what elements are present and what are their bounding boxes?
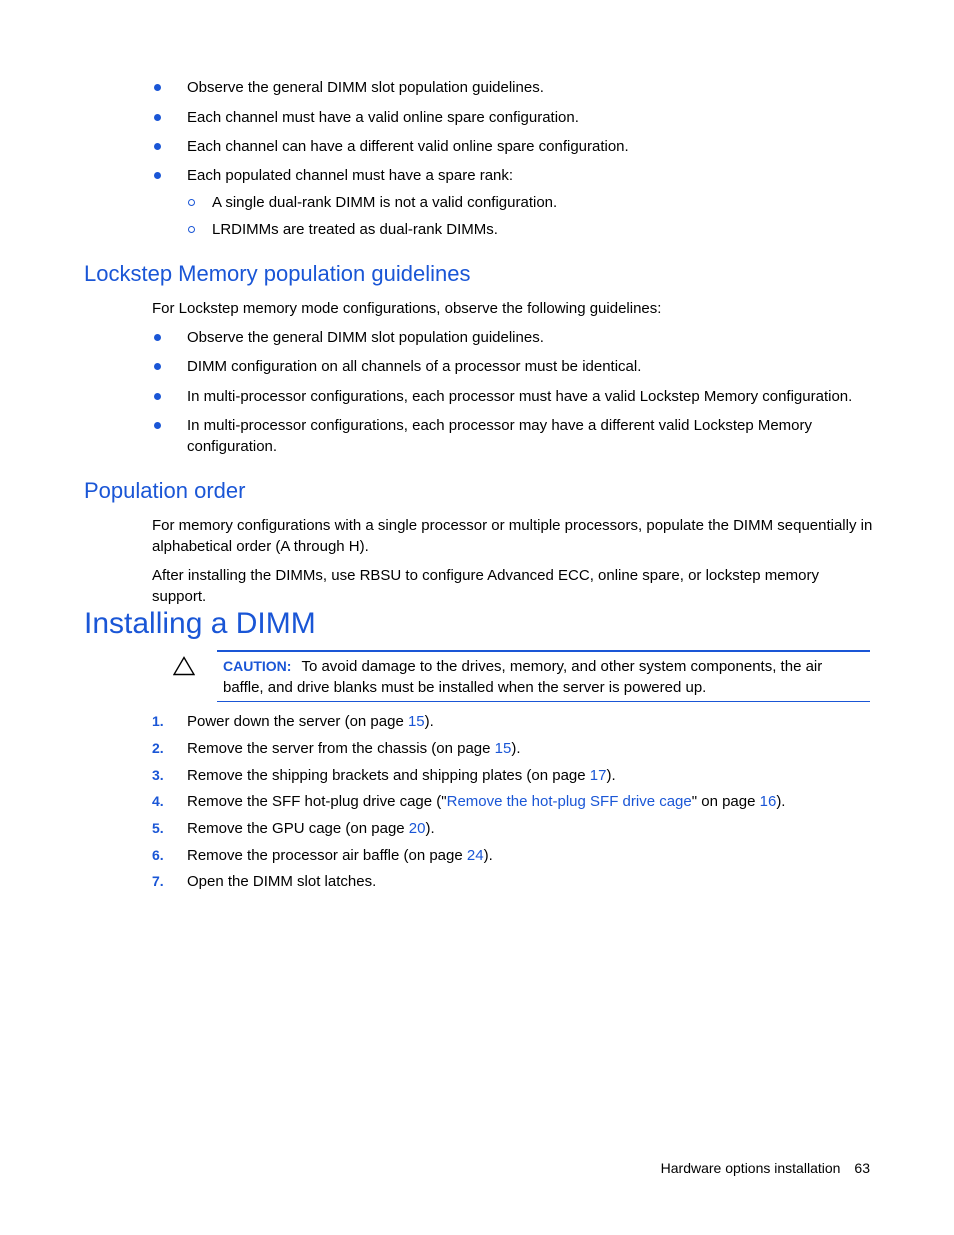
step-number: 2. bbox=[152, 740, 164, 756]
list-item-text: Observe the general DIMM slot population guidelines. bbox=[187, 79, 544, 96]
population-order-para-1: For memory configurations with a single processor or multiple processors, populate the DIMM sequentially in alphabetical order (A through H). bbox=[152, 517, 873, 555]
list-item bbox=[187, 136, 877, 157]
page-link[interactable]: 15 bbox=[494, 740, 512, 757]
step-text-end: ). bbox=[511, 740, 521, 757]
step-item bbox=[152, 711, 877, 732]
circle-bullet-icon bbox=[188, 226, 195, 233]
step-number: 6. bbox=[152, 847, 164, 863]
step-text: Remove the server from the chassis (on page bbox=[187, 740, 495, 757]
step-number: 7. bbox=[152, 873, 164, 889]
installing-dimm-heading: Installing a DIMM bbox=[84, 607, 316, 640]
step-text-mid: " on page bbox=[691, 793, 760, 810]
list-item-text: Each channel can have a different valid online spare configuration. bbox=[187, 138, 629, 155]
list-item bbox=[187, 77, 877, 98]
step-item bbox=[152, 791, 877, 812]
step-number: 1. bbox=[152, 713, 164, 729]
sub-list-item bbox=[212, 192, 872, 213]
list-item bbox=[187, 165, 877, 186]
step-item bbox=[152, 738, 877, 759]
bullet-icon bbox=[154, 334, 161, 341]
step-text: Open the DIMM slot latches. bbox=[187, 873, 377, 890]
caution-text: To avoid damage to the drives, memory, and other system components, the air baffle, and drive blanks must be installed when the server is powered up. bbox=[223, 658, 823, 696]
lockstep-heading: Lockstep Memory population guidelines bbox=[84, 261, 471, 286]
step-text-end: ). bbox=[606, 767, 616, 784]
step-text: Remove the SFF hot-plug drive cage (" bbox=[187, 793, 447, 810]
bullet-icon bbox=[154, 422, 161, 429]
list-item-text: DIMM configuration on all channels of a processor must be identical. bbox=[187, 358, 642, 375]
bullet-icon bbox=[154, 363, 161, 370]
page-link[interactable]: 17 bbox=[589, 767, 607, 784]
step-item bbox=[152, 765, 877, 786]
list-item bbox=[187, 415, 827, 457]
step-number: 5. bbox=[152, 820, 164, 836]
caution-triangle-icon bbox=[173, 656, 195, 676]
list-item-text: In multi-processor configurations, each processor may have a different valid Lockstep Memory configuration. bbox=[187, 417, 813, 455]
step-number: 3. bbox=[152, 767, 164, 783]
population-order-para-2: After installing the DIMMs, use RBSU to configure Advanced ECC, online spare, or lockstep memory support. bbox=[152, 567, 819, 605]
page-link[interactable]: 20 bbox=[408, 820, 426, 837]
bullet-icon bbox=[154, 172, 161, 179]
bullet-icon bbox=[154, 84, 161, 91]
page-footer bbox=[661, 1158, 870, 1178]
caution-box bbox=[217, 650, 870, 702]
page-number: 63 bbox=[854, 1160, 870, 1176]
step-text-end: ). bbox=[425, 820, 435, 837]
sub-list-item-text: LRDIMMs are treated as dual-rank DIMMs. bbox=[212, 221, 498, 238]
sub-list-item bbox=[212, 219, 872, 240]
list-item bbox=[187, 356, 877, 377]
page-link[interactable]: 16 bbox=[759, 793, 777, 810]
footer-section-title: Hardware options installation bbox=[660, 1160, 841, 1176]
step-text: Power down the server (on page bbox=[187, 713, 408, 730]
bullet-icon bbox=[154, 143, 161, 150]
bullet-icon bbox=[154, 393, 161, 400]
caution-notice bbox=[223, 656, 863, 698]
step-item bbox=[152, 818, 877, 839]
circle-bullet-icon bbox=[188, 199, 195, 206]
list-item bbox=[187, 327, 877, 348]
sub-list-item-text: A single dual-rank DIMM is not a valid configuration. bbox=[212, 194, 558, 211]
list-item-text: In multi-processor configurations, each processor must have a valid Lockstep Memory configuration. bbox=[187, 388, 853, 405]
step-text-end: ). bbox=[483, 847, 493, 864]
step-text-end: ). bbox=[424, 713, 434, 730]
population-order-heading: Population order bbox=[84, 478, 246, 503]
list-item bbox=[187, 386, 877, 407]
step-text: Remove the GPU cage (on page bbox=[187, 820, 409, 837]
step-text-end: ). bbox=[776, 793, 786, 810]
caution-label: CAUTION: bbox=[223, 658, 292, 674]
bullet-icon bbox=[154, 114, 161, 121]
step-number: 4. bbox=[152, 793, 164, 809]
list-item-text: Observe the general DIMM slot population guidelines. bbox=[187, 329, 544, 346]
step-text: Remove the shipping brackets and shipping plates (on page bbox=[187, 767, 590, 784]
list-item-text: Each channel must have a valid online spare configuration. bbox=[187, 109, 579, 126]
page-link[interactable]: 15 bbox=[407, 713, 425, 730]
page-link[interactable]: 24 bbox=[466, 847, 484, 864]
step-text: Remove the processor air baffle (on page bbox=[187, 847, 467, 864]
step-item bbox=[152, 845, 877, 866]
list-item-text: Each populated channel must have a spare rank: bbox=[187, 167, 514, 184]
lockstep-intro: For Lockstep memory mode configurations, observe the following guidelines: bbox=[152, 300, 662, 317]
step-item bbox=[152, 871, 877, 892]
list-item bbox=[187, 107, 877, 128]
section-link[interactable]: Remove the hot-plug SFF drive cage bbox=[446, 793, 692, 810]
